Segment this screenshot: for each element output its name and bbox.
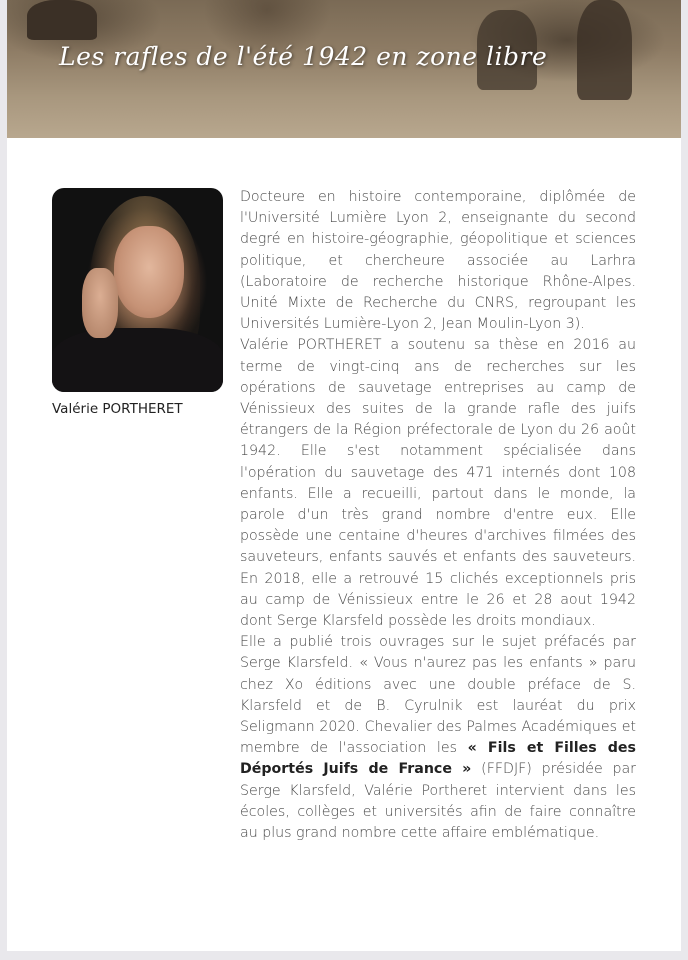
portrait-clothing [52, 328, 223, 392]
biography-text [240, 187, 636, 844]
document-page [7, 0, 681, 951]
biography-paragraph-2: Valérie PORTHERET a soutenu sa thèse en 2016 au terme de vingt-cinq ans de recherches sur les opérations de sauvetage entreprises au camp de Vénissieux des suites de la grande rafle des juifs étrangers de la Région préfectorale de Lyon du 26 août 1942. Elle s'est notamment spécialisée dans l'opération du sauvetage des 471 internés dont 108 enfants. Elle a recueilli, partout dans le monde, la parole d'un très grand nombre d'entre eux. Elle possède une centaine d'heures d'archives filmées des sauveteurs, enfants sauvés et enfants des sauveteurs. En 2018, elle a retrouvé 15 clichés exceptionnels pris au camp de Vénissieux entre le 26 et 28 aout 1942 dont Serge Klarsfeld possède les droits mondiaux. [240, 337, 636, 630]
association-name: « Fils et Filles des Déportés Juifs de France » [240, 740, 636, 778]
header-banner [7, 0, 681, 138]
biography-paragraph-3-end: (FFDJF) présidée par Serge Klarsfeld, Valérie Portheret intervient dans les écoles, collèges et universités afin de faire connaître au plus grand nombre cette affaire emblématique. [240, 761, 636, 842]
portrait-face [114, 226, 184, 318]
biography-paragraph-3 [240, 632, 636, 844]
portrait-photo [52, 188, 223, 392]
photo-caption: Valérie PORTHERET [52, 401, 183, 417]
biography-paragraph-3-start: Elle a publié trois ouvrages sur le sujet préfacés par Serge Klarsfeld. « Vous n'aurez pas les enfants » paru chez Xo éditions avec une double préface de S. Klarsfeld et de B. Cyrulnik est lauréat du prix Seligmann 2020. Chevalier des Palmes Académiques et membre de l'association les [240, 634, 636, 757]
banner-photo-detail [27, 0, 97, 40]
header-title: Les rafles de l'été 1942 en zone libre [59, 42, 548, 71]
biography-paragraph-1: Docteure en histoire contemporaine, diplômée de l'Université Lumière Lyon 2, enseignante du second degré en histoire-géographie, géopolitique et sciences politique, et chercheure associée au Larhra (Laboratoire de recherche historique Rhône-Alpes. Unité Mixte de Recherche du CNRS, regroupant les Universités Lumière-Lyon 2, Jean Moulin-Lyon 3). [240, 189, 636, 333]
portrait-hand [82, 268, 118, 338]
banner-photo-detail [577, 0, 632, 100]
